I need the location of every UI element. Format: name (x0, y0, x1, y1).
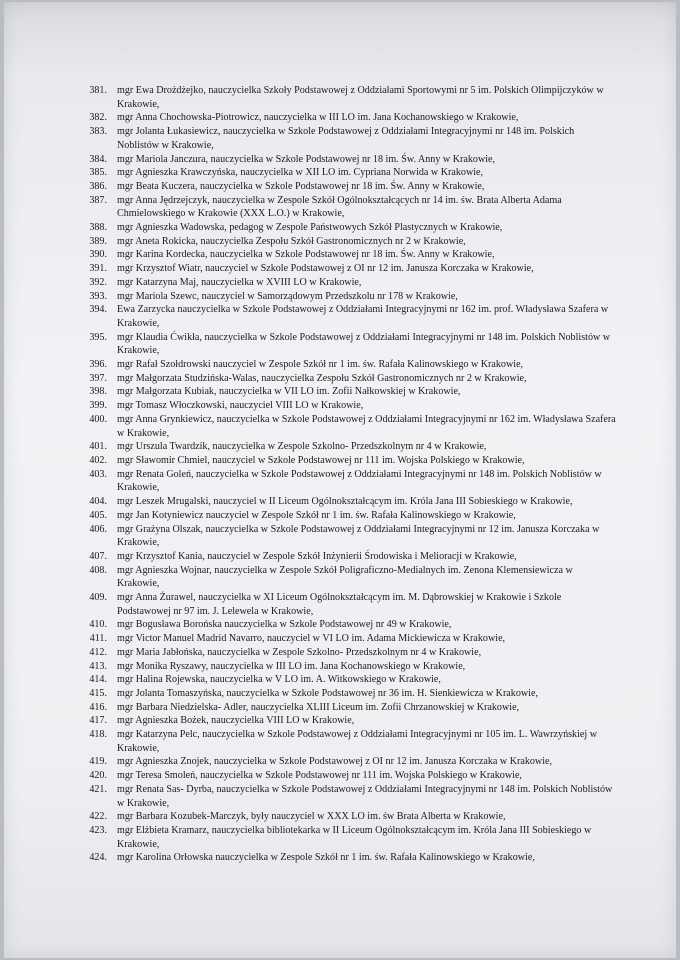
entry-number: 417. (89, 715, 107, 727)
entry-text: mgr Małgorzata Kubiak, nauczycielka w VII LO im. Zofii Nałkowskiej w Krakowie, (117, 386, 461, 398)
entry-text: mgr Anna Grynkiewicz, nauczycielka w Szkole Podstawowej z Oddziałami Integracyjnymi nr 162 im. Władysława Szafera w Krakowie, (117, 413, 616, 439)
list-item (76, 194, 616, 221)
entry-number: 409. (89, 592, 107, 604)
entry-text: mgr Karina Kordecka, nauczycielka w Szkole Podstawowej nr 18 im. Św. Anny w Krakowie, (117, 249, 495, 261)
entry-number: 388. (89, 222, 107, 234)
entry-text: mgr Agnieszka Bożek, nauczycielka VIII LO w Krakowie, (117, 715, 355, 727)
entry-number: 401. (89, 441, 107, 453)
entry-number: 393. (89, 290, 107, 302)
list-item (76, 714, 616, 728)
list-item (76, 248, 616, 262)
entry-text: mgr Krzysztof Kania, nauczyciel w Zespole Szkół Inżynierii Środowiska i Melioracji w Krakowie, (117, 550, 517, 562)
list-item (76, 810, 616, 824)
entry-text: mgr Ewa Drożdżejko, nauczycielka Szkoły Podstawowej z Oddziałami Sportowymi nr 5 im. Polskich Olimpijczyków w Krakowie, (117, 85, 604, 110)
list-item (76, 290, 616, 304)
entry-text: mgr Beata Kuczera, nauczycielka w Szkole Podstawowej nr 18 im. Św. Anny w Krakowie, (117, 180, 485, 192)
entry-number: 403. (89, 468, 107, 480)
entry-text: mgr Anna Jędrzejczyk, nauczycielka w Zespole Szkół Ogólnokształcących nr 14 im. św. Brata Alberta Adama Chmielowskiego w Krakowie (XXX L.O.) w Krakowie, (117, 194, 562, 220)
entry-text: mgr Barbara Niedzielska- Adler, nauczycielka XLIII Liceum im. Zofii Chrzanowskiej w Krakowie, (117, 701, 520, 713)
list-item (76, 372, 616, 386)
list-item (76, 783, 616, 810)
entry-number: 404. (89, 496, 107, 508)
list-item (76, 111, 616, 125)
list-item (76, 618, 616, 632)
entry-text: mgr Agnieszka Wojnar, nauczycielka w Zespole Szkół Poligraficzno-Medialnych im. Zenona Klemensiewicza w Krakowie, (117, 564, 573, 590)
entry-text: mgr Rafał Szołdrowski nauczyciel w Zespole Szkół nr 1 im. św. Rafała Kalinowskiego w Krakowie, (117, 359, 524, 371)
list-item (76, 440, 616, 454)
entry-text: mgr Anna Chochowska-Piotrowicz, nauczycielka w III LO im. Jana Kochanowskiego w Krakowie, (117, 112, 519, 124)
entry-number: 394. (89, 304, 107, 316)
list-item (76, 728, 616, 755)
list-item (76, 413, 616, 440)
entry-number: 421. (89, 783, 107, 795)
list-item (76, 468, 616, 495)
entry-number: 395. (89, 331, 107, 343)
entry-text: mgr Victor Manuel Madrid Navarro, nauczyciel w VI LO im. Adama Mickiewicza w Krakowie, (117, 633, 506, 645)
entry-text: mgr Agnieszka Wadowska, pedagog w Zespole Państwowych Szkół Plastycznych w Krakowie, (117, 222, 503, 234)
list-item (76, 454, 616, 468)
entry-number: 386. (89, 180, 107, 192)
entry-text: mgr Katarzyna Maj, nauczycielka w XVIII LO w Krakowie, (117, 276, 362, 288)
list-item (76, 166, 616, 180)
list-item (76, 687, 616, 701)
entry-number: 414. (89, 674, 107, 686)
entry-number: 422. (89, 811, 107, 823)
entry-text: mgr Jolanta Łukasiewicz, nauczycielka w Szkole Podstawowej z Oddziałami Integracyjnymi nr 148 im. Polskich Noblistów w Krakowie, (117, 126, 575, 151)
entry-number: 398. (89, 386, 107, 398)
entry-number: 385. (89, 167, 107, 179)
list-item (76, 399, 616, 413)
entry-number: 416. (89, 701, 107, 713)
list-item (76, 523, 616, 550)
list-item (76, 632, 616, 646)
entry-text: mgr Anna Żurawel, nauczycielka w XI Liceum Ogólnokształcącym im. M. Dąbrowskiej w Krakowie i Szkole Podstawowej nr 97 im. J. Lelewela w Krakowie, (117, 592, 562, 617)
entry-text: mgr Małgorzata Studzińska-Walas, nauczycielka Zespołu Szkół Gastronomicznych nr 2 w Krakowie, (117, 372, 527, 384)
signatory-list (76, 84, 616, 865)
entry-text: mgr Jolanta Tomaszyńska, nauczycielka w Szkole Podstawowej nr 36 im. H. Sienkiewicza w Krakowie, (117, 687, 538, 699)
entry-number: 392. (89, 276, 107, 288)
entry-text: mgr Teresa Smoleń, nauczycielka w Szkole Podstawowej nr 111 im. Wojska Polskiego w Krakowie, (117, 770, 522, 782)
entry-text: mgr Karolina Orłowska nauczycielka w Zespole Szkół nr 1 im. św. Rafała Kalinowskiego w Krakowie, (117, 852, 535, 864)
entry-number: 400. (89, 413, 107, 425)
entry-text: mgr Klaudia Ćwikła, nauczycielka w Szkole Podstawowej z Oddziałami Integracyjnymi nr 148 im. Polskich Noblistów w Krakowie, (117, 331, 611, 357)
entry-text: mgr Halina Rojewska, nauczycielka w V LO im. A. Witkowskiego w Krakowie, (117, 674, 441, 686)
entry-text: mgr Barbara Kozubek-Marczyk, były nauczyciel w XXX LO im. św Brata Alberta w Krakowie, (117, 811, 506, 823)
entry-number: 413. (89, 660, 107, 672)
list-item (76, 276, 616, 290)
list-item (76, 660, 616, 674)
list-item (76, 84, 616, 111)
entry-number: 405. (89, 509, 107, 521)
entry-text: Ewa Zarzycka nauczycielka w Szkole Podstawowej z Oddziałami Integracyjnymi nr 162 im. prof. Władysława Szafera w Krakowie, (117, 304, 609, 329)
entry-number: 391. (89, 263, 107, 275)
list-item (76, 769, 616, 783)
entry-number: 397. (89, 372, 107, 384)
list-item (76, 235, 616, 249)
entry-number: 406. (89, 523, 107, 535)
entry-text: mgr Agnieszka Znojek, nauczycielka w Szkole Podstawowej z OI nr 12 im. Janusza Korczaka w Krakowie, (117, 756, 553, 768)
list-item (76, 824, 616, 851)
entry-number: 411. (89, 633, 107, 645)
entry-number: 424. (89, 852, 107, 864)
entry-text: mgr Maria Jabłońska, nauczycielka w Zespole Szkolno- Przedszkolnym nr 4 w Krakowie, (117, 646, 482, 658)
entry-number: 387. (89, 194, 107, 206)
entry-number: 402. (89, 454, 107, 466)
list-item (76, 153, 616, 167)
entry-text: mgr Mariola Janczura, nauczycielka w Szkole Podstawowej nr 18 im. Św. Anny w Krakowie, (117, 153, 496, 165)
entry-number: 399. (89, 400, 107, 412)
list-item (76, 755, 616, 769)
list-item (76, 509, 616, 523)
entry-text: mgr Krzysztof Wiatr, nauczyciel w Szkole Podstawowej z OI nr 12 im. Janusza Korczaka w Krakowie, (117, 263, 534, 275)
entry-text: mgr Renata Goleń, nauczycielka w Szkole Podstawowej z Oddziałami Integracyjnymi nr 148 im. Polskich Noblistów w Krakowie, (117, 468, 602, 494)
entry-number: 418. (89, 729, 107, 741)
entry-number: 384. (89, 153, 107, 165)
list-item (76, 591, 616, 618)
entry-number: 389. (89, 235, 107, 247)
entry-number: 415. (89, 687, 107, 699)
entry-number: 408. (89, 564, 107, 576)
entry-number: 423. (89, 824, 107, 836)
entry-number: 383. (89, 126, 107, 138)
entry-text: mgr Tomasz Włoczkowski, nauczyciel VIII LO w Krakowie, (117, 400, 364, 412)
document-page (4, 2, 676, 958)
entry-text: mgr Renata Sas- Dyrba, nauczycielka w Szkole Podstawowej z Oddziałami Integracyjnymi nr 148 im. Polskich Noblistów w Krakowie, (117, 783, 613, 809)
list-item (76, 221, 616, 235)
entry-text: mgr Aneta Rokicka, nauczycielka Zespołu Szkół Gastronomicznych nr 2 w Krakowie, (117, 235, 466, 247)
list-item (76, 262, 616, 276)
list-item (76, 385, 616, 399)
list-item (76, 358, 616, 372)
list-item (76, 125, 616, 152)
entry-number: 382. (89, 112, 107, 124)
list-item (76, 331, 616, 358)
entry-text: mgr Sławomir Chmiel, nauczyciel w Szkole Podstawowej nr 111 im. Wojska Polskiego w Krakowie, (117, 454, 525, 466)
entry-text: mgr Agnieszka Krawczyńska, nauczycielka w XII LO im. Cypriana Norwida w Krakowie, (117, 167, 484, 179)
entry-text: mgr Leszek Mrugalski, nauczyciel w II Liceum Ogólnokształcącym im. Króla Jana III Sobieskiego w Krakowie, (117, 496, 573, 508)
entry-number: 419. (89, 756, 107, 768)
entry-text: mgr Bogusława Borońska nauczycielka w Szkole Podstawowej nr 49 w Krakowie, (117, 619, 452, 631)
entry-text: mgr Mariola Szewc, nauczyciel w Samorządowym Przedszkolu nr 178 w Krakowie, (117, 290, 458, 302)
list-item (76, 495, 616, 509)
entry-text: mgr Monika Ryszawy, nauczycielka w III LO im. Jana Kochanowskiego w Krakowie, (117, 660, 466, 672)
entry-text: mgr Elżbieta Kramarz, nauczycielka bibliotekarka w II Liceum Ogólnokształcącym im. Króla Jana III Sobieskiego w Krakowie, (117, 824, 592, 850)
entry-number: 410. (89, 619, 107, 631)
entry-number: 407. (89, 550, 107, 562)
list-item (76, 564, 616, 591)
list-item (76, 673, 616, 687)
list-item (76, 550, 616, 564)
entry-number: 412. (89, 646, 107, 658)
entry-text: mgr Jan Kotyniewicz nauczyciel w Zespole Szkół nr 1 im. św. Rafała Kalinowskiego w Krakowie, (117, 509, 516, 521)
entry-number: 381. (89, 85, 107, 96)
entry-number: 390. (89, 249, 107, 261)
list-item (76, 701, 616, 715)
entry-text: mgr Katarzyna Pelc, nauczycielka w Szkole Podstawowej z Oddziałami Integracyjnymi nr 105 im. L. Wawrzyńskiej w Krakowie, (117, 729, 597, 754)
list-item (76, 646, 616, 660)
list-item (76, 851, 616, 865)
list-item (76, 180, 616, 194)
entry-number: 420. (89, 770, 107, 782)
list-item (76, 303, 616, 330)
entry-text: mgr Grażyna Olszak, nauczycielka w Szkole Podstawowej z Oddziałami Integracyjnymi nr 12 im. Janusza Korczaka w Krakowie, (117, 523, 600, 549)
entry-number: 396. (89, 359, 107, 371)
entry-text: mgr Urszula Twardzik, nauczycielka w Zespole Szkolno- Przedszkolnym nr 4 w Krakowie, (117, 441, 487, 453)
